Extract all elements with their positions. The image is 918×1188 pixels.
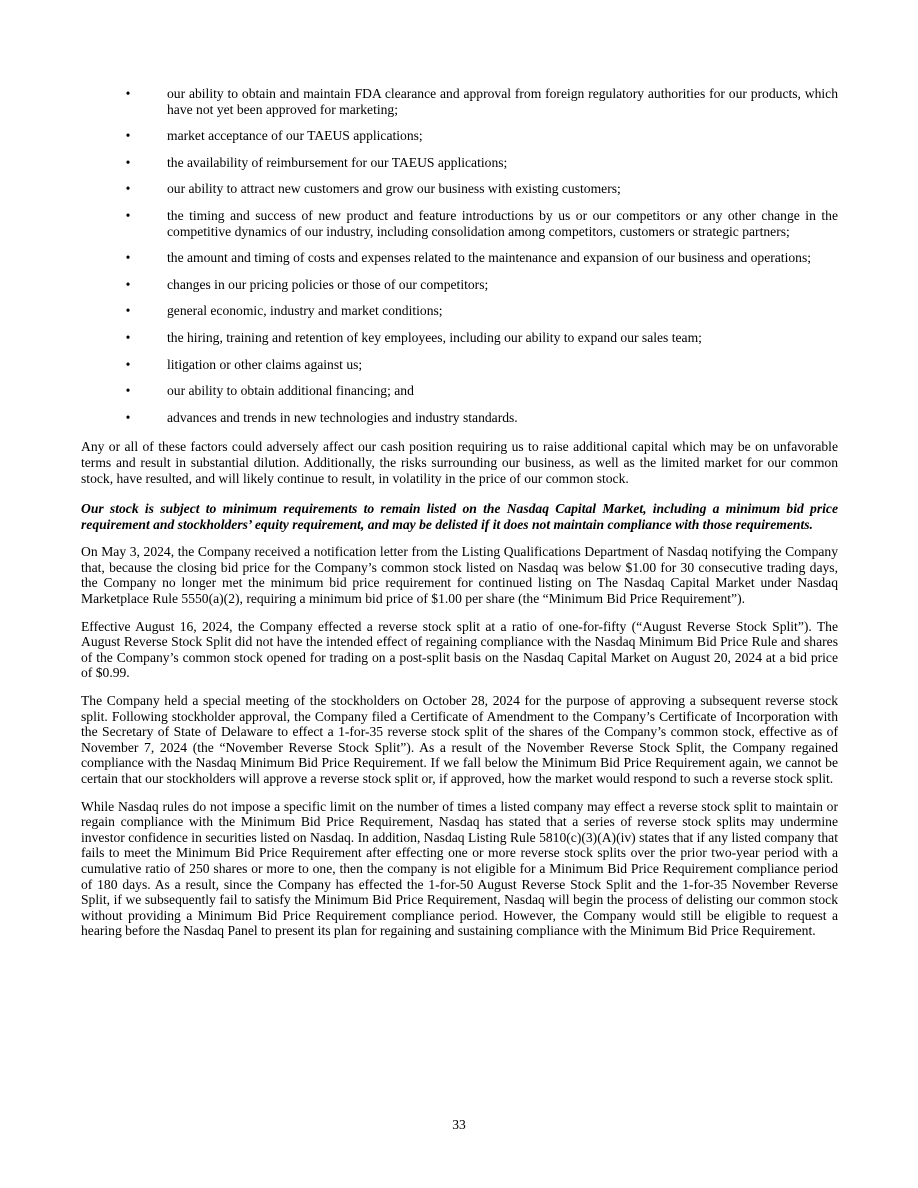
bullet-icon: • [125,181,131,197]
list-item [81,155,838,171]
risk-factor-heading: Our stock is subject to minimum requirements to remain listed on the Nasdaq Capital Market, including a minimum bid price requirement and stockholders’ equity requirement, and may be delisted if it does not maintain compliance with those requirements. [81,501,838,532]
list-item-text: market acceptance of our TAEUS applications; [167,128,423,144]
page-content [81,86,838,951]
notification-paragraph: On May 3, 2024, the Company received a notification letter from the Listing Qualifications Department of Nasdaq notifying the Company that, because the closing bid price for the Company’s common stock listed on Nasdaq was below $1.00 for 30 consecutive trading days, the Company no longer met the minimum bid price requirement for continued listing on The Nasdaq Capital Market under Nasdaq Marketplace Rule 5550(a)(2), requiring a minimum bid price of $1.00 per share (the “Minimum Bid Price Requirement”). [81,544,838,607]
bullet-icon: • [125,356,131,372]
list-item [81,357,838,373]
list-item [81,128,838,144]
list-item [81,383,838,399]
risk-factor-bullet-list [81,86,838,425]
august-split-paragraph: Effective August 16, 2024, the Company effected a reverse stock split at a ratio of one-for-fifty (“August Reverse Stock Split”). The August Reverse Stock Split did not have the intended effect of regaining compliance with the Nasdaq Minimum Bid Price Rule and shares of the Company’s common stock opened for trading on a post-split basis on the Nasdaq Capital Market on August 20, 2024 at a bid price of $0.99. [81,618,838,681]
list-item-text: advances and trends in new technologies and industry standards. [167,409,518,425]
factors-paragraph: Any or all of these factors could adversely affect our cash position requiring us to raise additional capital which may be on unfavorable terms and result in substantial dilution. Additionally, the risks surrounding our business, as well as the limited market for our common stock, have resulted, and will likely continue to result, in volatility in the price of our common stock. [81,439,838,486]
list-item-text: the hiring, training and retention of key employees, including our ability to expand our sales team; [167,329,702,345]
page-number: 33 [452,1117,466,1132]
list-item [81,330,838,346]
bullet-icon: • [125,383,131,399]
list-item-text: the timing and success of new product and feature introductions by us or our competitors or any other change in the competitive dynamics of our industry, including consolidation among competitors, customers or strategic partners; [167,207,838,239]
bullet-icon: • [125,86,131,101]
bullet-icon: • [125,128,131,144]
list-item [81,250,838,266]
bullet-icon: • [125,409,131,425]
bullet-icon: • [125,303,131,319]
list-item [81,181,838,197]
list-item-text: litigation or other claims against us; [167,356,363,372]
list-item [81,208,838,239]
list-item-text: the amount and timing of costs and expenses related to the maintenance and expansion of our business and operations; [167,250,812,266]
list-item-text: our ability to obtain additional financing; and [167,383,414,399]
bullet-icon: • [125,276,131,292]
bullet-icon: • [125,207,131,223]
bullet-icon: • [125,329,131,345]
list-item-text: changes in our pricing policies or those of our competitors; [167,276,489,292]
list-item-text: our ability to obtain and maintain FDA clearance and approval from foreign regulatory authorities for our products, which have not yet been approved for marketing; [167,86,838,117]
list-item [81,86,838,117]
bullet-icon: • [125,250,131,266]
bullet-icon: • [125,154,131,170]
list-item-text: our ability to attract new customers and grow our business with existing customers; [167,181,621,197]
nasdaq-rules-paragraph: While Nasdaq rules do not impose a specific limit on the number of times a listed company may effect a reverse stock split to maintain or regain compliance with the Minimum Bid Price Requirement, Nasdaq has stated that a series of reverse stock splits may undermine investor confidence in securities listed on Nasdaq. In addition, Nasdaq Listing Rule 5810(c)(3)(A)(iv) states that if any listed company that fails to meet the Minimum Bid Price Requirement after effecting one or more reverse stock splits over the prior two-year period with a cumulative ratio of 250 shares or more to one, then the company is not eligible for a Minimum Bid Price Requirement compliance period of 180 days. As a result, since the Company has effected the 1-for-50 August Reverse Stock Split and the 1-for-35 November Reverse Split, if we subsequently fail to satisfy the Minimum Bid Price Requirement, Nasdaq will begin the process of delisting our common stock without providing a Minimum Bid Price Requirement compliance period. However, the Company would still be eligible to request a hearing before the Nasdaq Panel to present its plan for regaining and sustaining compliance with the Minimum Bid Price Requirement. [81,798,838,939]
list-item [81,303,838,319]
list-item [81,410,838,426]
list-item [81,277,838,293]
list-item-text: general economic, industry and market conditions; [167,303,443,319]
special-meeting-paragraph: The Company held a special meeting of the stockholders on October 28, 2024 for the purpose of approving a subsequent reverse stock split. Following stockholder approval, the Company filed a Certificate of Amendment to the Company’s Certificate of Incorporation with the Secretary of State of Delaware to effect a 1-for-35 reverse stock split of the shares of the Company’s common stock, effective as of November 7, 2024 (the “November Reverse Stock Split”). As a result of the November Reverse Stock Split, the Company regained compliance with the Nasdaq Minimum Bid Price Requirement. If we fall below the Minimum Bid Price Requirement again, we cannot be certain that our stockholders will approve a reverse stock split or, if approved, how the market would respond to such a reverse stock split. [81,693,838,786]
list-item-text: the availability of reimbursement for our TAEUS applications; [167,154,508,170]
